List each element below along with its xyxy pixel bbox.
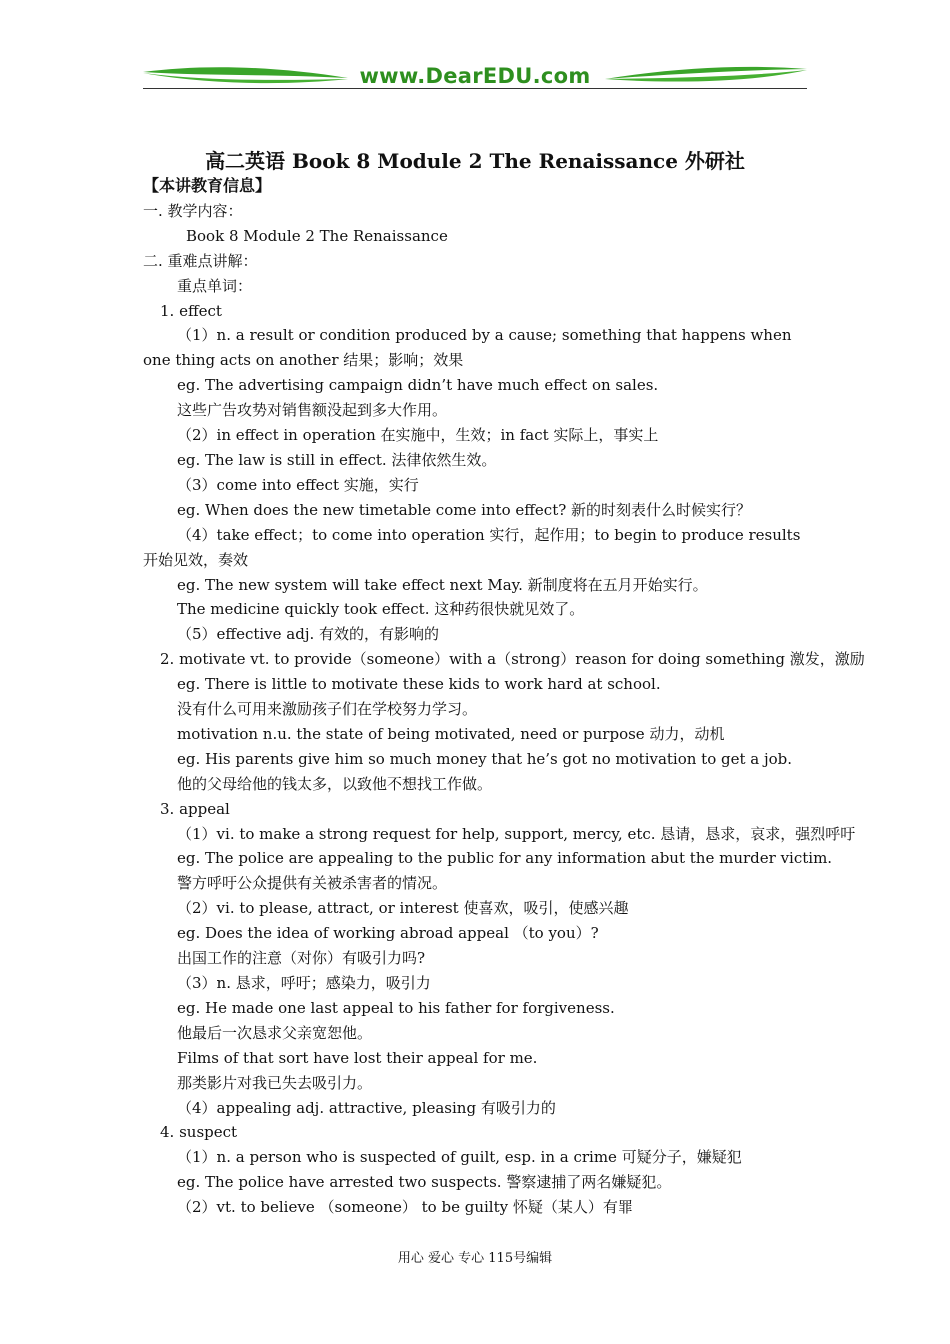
text-line: eg. Does the idea of working abroad appeal （to you）? bbox=[177, 924, 599, 943]
text-line: （4）take effect；to come into operation 实行，起作用；to begin to produce results 开始见效，奏效 bbox=[143, 525, 801, 569]
text-line: motivation n.u. the state of being motivated, need or purpose 动力，动机 bbox=[177, 724, 725, 743]
site-logo-text[interactable]: www.DearEDU.com bbox=[359, 64, 591, 88]
text-line: （1）n. a result or condition produced by a cause; something that happens when one thing acts on another 结果；影响；效果 bbox=[143, 326, 792, 370]
text-line: eg. The advertising campaign didn’t have much effect on sales. bbox=[177, 376, 659, 395]
text-line: eg. He made one last appeal to his father for forgiveness. bbox=[177, 998, 615, 1017]
text-line: （1）vi. to make a strong request for help, support, mercy, etc. 恳请，恳求，哀求，强烈呼吁 bbox=[177, 824, 856, 843]
text-line: 出国工作的注意（对你）有吸引力吗? bbox=[177, 949, 426, 968]
text-line: 他的父母给他的钱太多，以致他不想找工作做。 bbox=[177, 774, 493, 793]
text-line: 他最后一次恳求父亲宽恕他。 bbox=[177, 1023, 373, 1042]
text-line: （5）effective adj. 有效的，有影响的 bbox=[177, 625, 440, 644]
text-line: （2）in effect in operation 在实施中，生效；in fact 实际上，事实上 bbox=[177, 426, 659, 445]
text-line: 重点单词： bbox=[177, 276, 253, 295]
text-line: 没有什么可用来激励孩子们在学校努力学习。 bbox=[177, 700, 478, 719]
text-line: eg. The law is still in effect. 法律依然生效。 bbox=[177, 450, 497, 469]
text-line: eg. His parents give him so much money that he’s got no motivation to get a job. bbox=[177, 749, 793, 768]
text-line: （3）n. 恳求，呼吁；感染力，吸引力 bbox=[177, 974, 431, 992]
text-line: 2. motivate vt. to provide（someone）with a（strong）reason for doing something 激发，激励 bbox=[160, 650, 865, 669]
text-line: （2）vi. to please, attract, or interest 使喜欢，吸引，使感兴趣 bbox=[177, 899, 629, 918]
text-line: 那类影片对我已失去吸引力。 bbox=[177, 1073, 373, 1092]
text-line: Book 8 Module 2 The Renaissance bbox=[186, 226, 448, 245]
text-line: 4. suspect bbox=[160, 1123, 238, 1142]
text-line: eg. The police have arrested two suspects. 警察逮捕了两名嫌疑犯。 bbox=[177, 1173, 672, 1192]
text-line: The medicine quickly took effect. 这种药很快就见效了。 bbox=[177, 600, 585, 619]
document-body bbox=[143, 174, 865, 1220]
text-line: Films of that sort have lost their appeal for me. bbox=[177, 1048, 538, 1067]
page-footer: 用心 爱心 专心 115号编辑 bbox=[397, 1251, 553, 1266]
text-line: （4）appealing adj. attractive, pleasing 有吸引力的 bbox=[177, 1098, 556, 1117]
text-line: 二. 重难点讲解： bbox=[143, 251, 258, 270]
section-heading: 【本讲教育信息】 bbox=[143, 176, 272, 195]
page-title: 高二英语 Book 8 Module 2 The Renaissance 外研社 bbox=[205, 149, 745, 173]
text-line: eg. There is little to motivate these kids to work hard at school. bbox=[177, 675, 661, 694]
text-line: 这些广告攻势对销售额没起到多大作用。 bbox=[177, 401, 448, 420]
text-line: eg. When does the new timetable come into effect? 新的时刻表什么时候实行？ bbox=[177, 500, 752, 519]
text-line: （1）n. a person who is suspected of guilt, esp. in a crime 可疑分子，嫌疑犯 bbox=[177, 1148, 742, 1167]
text-line: 警方呼吁公众提供有关被杀害者的情况。 bbox=[177, 874, 448, 893]
header-divider bbox=[143, 88, 807, 89]
text-line: 一. 教学内容： bbox=[143, 201, 243, 220]
text-line: 3. appeal bbox=[160, 799, 230, 818]
text-line: （3）come into effect 实施，实行 bbox=[177, 475, 419, 494]
text-line: （2）vt. to believe （someone） to be guilty 怀疑（某人）有罪 bbox=[177, 1198, 633, 1217]
text-line: eg. The new system will take effect next May. 新制度将在五月开始实行。 bbox=[177, 575, 708, 594]
text-line: 1. effect bbox=[160, 301, 222, 320]
text-line: eg. The police are appealing to the public for any information abut the murder victim. bbox=[177, 849, 833, 868]
